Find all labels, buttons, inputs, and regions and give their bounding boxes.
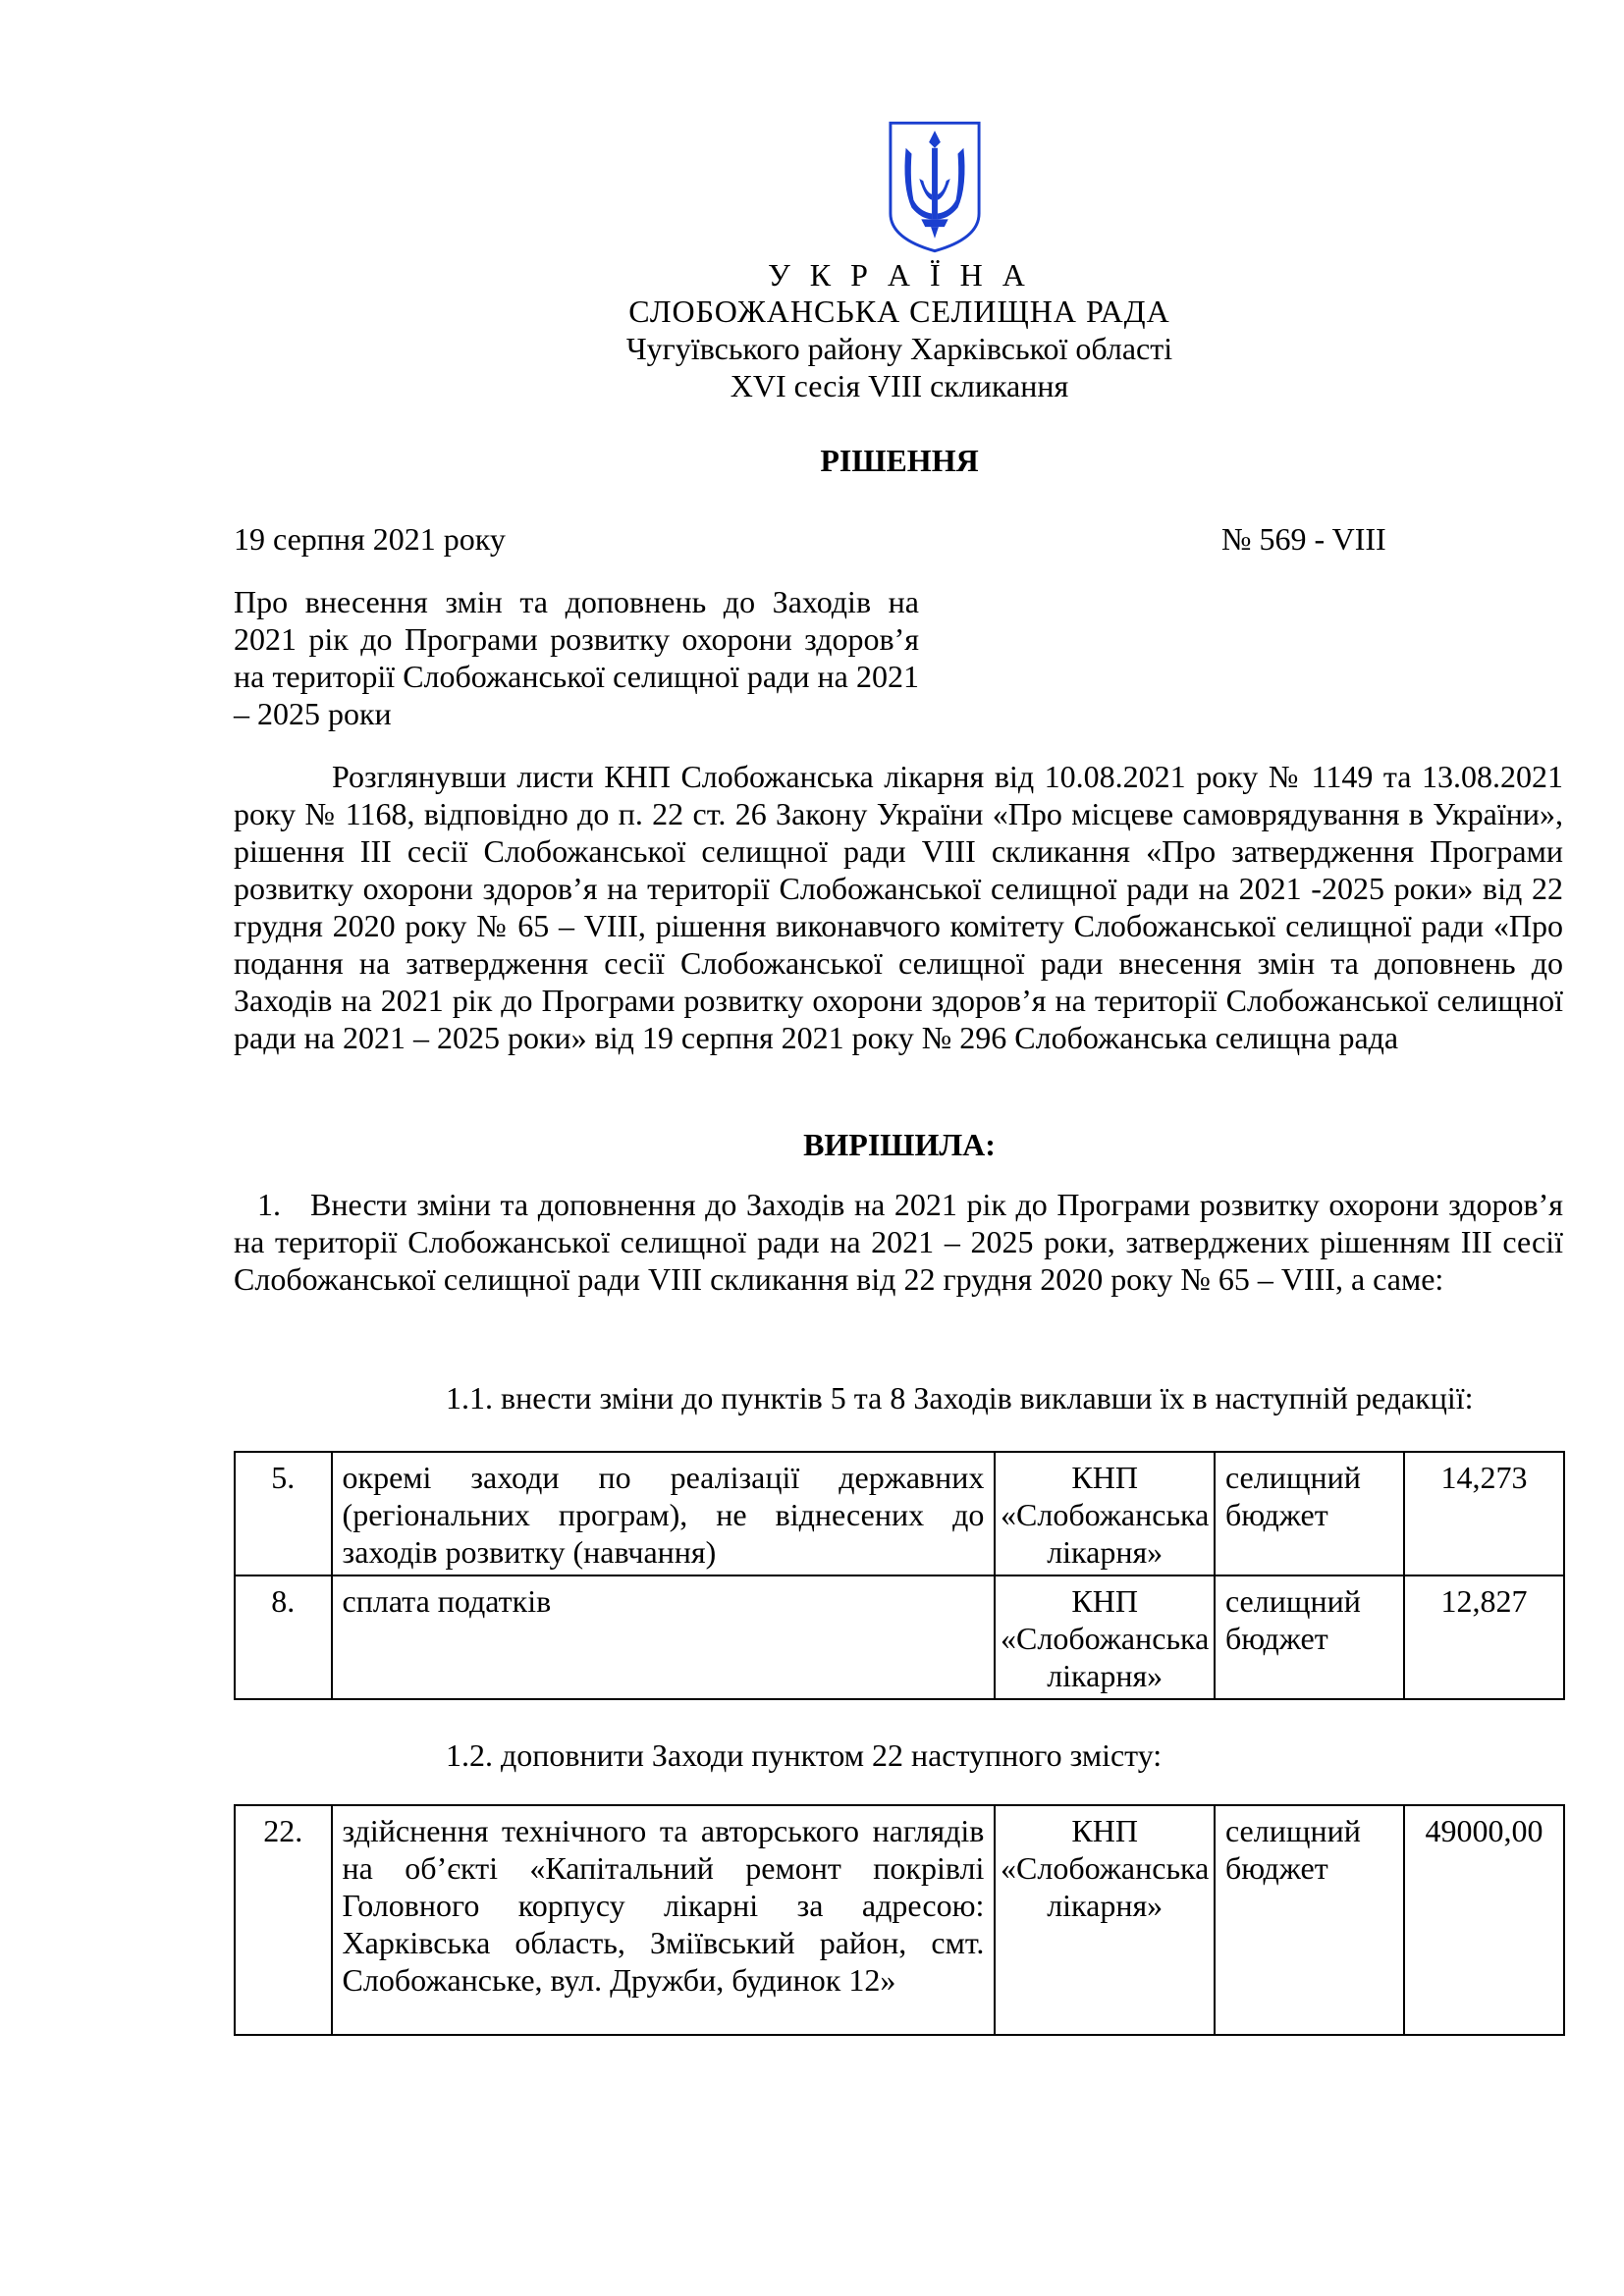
row-description: здійснення технічного та авторського наглядів на об’єкті «Капітальний ремонт покрівлі Головного корпусу лікарні за адресою: Харківська область, Зміївський район, смт. Слобожанське, вул. Дружби, будинок 12»	[332, 1805, 996, 2035]
row-executor: КНП «Слобожанська лікарня»	[995, 1575, 1215, 1699]
document-title: РІШЕННЯ	[820, 443, 979, 478]
district-name: Чугуївського району Харківської області	[625, 331, 1173, 366]
row-amount: 49000,00	[1404, 1805, 1564, 2035]
session-name: XVI сесія VIII скликання	[730, 368, 1069, 403]
row-amount: 14,273	[1404, 1452, 1564, 1575]
table-row	[235, 1575, 1564, 1699]
resolved-heading: ВИРІШИЛА:	[803, 1127, 996, 1162]
row-description: окремі заходи по реалізації державних (регіональних програм), не віднесених до заходів розвитку (навчання)	[332, 1452, 996, 1575]
country-name: У К Р А Ї Н А	[768, 257, 1031, 293]
row-funding-source: селищний бюджет	[1215, 1452, 1404, 1575]
preamble-paragraph: Розглянувши листи КНП Слобожанська лікарня від 10.08.2021 року № 1149 та 13.08.2021 року № 1168, відповідно до п. 22 ст. 26 Закону України «Про місцеве самоврядування в України», рішення ІІІ сесії Слобожанської селищної ради VІІІ скликання «Про затвердження Програми розвитку охорони здоров’я на території Слобожанської селищної ради на 2021 -2025 роки» від 22 грудня 2020 року № 65 – VІІІ, рішення виконавчого комітету Слобожанської селищної ради «Про подання на затвердження сесії Слобожанської селищної ради внесення змін та доповнень до Заходів на 2021 рік до Програми розвитку охорони здоров’я на території Слобожанської селищної ради на 2021 – 2025 роки» від 19 серпня 2021 року № 296 Слобожанська селищна рада	[234, 759, 1563, 1055]
row-number: 8.	[235, 1575, 332, 1699]
item-text: Внести зміни та доповнення до Заходів на 2021 рік до Програми розвитку охорони здоров’я на території Слобожанської селищної ради на 2021 – 2025 роки, затверджених рішенням ІІІ сесії Слобожанської селищної ради VІІІ скликання від 22 грудня 2020 року № 65 – VІІІ, а саме:	[234, 1187, 1563, 1297]
row-description: сплата податків	[332, 1575, 996, 1699]
row-number: 5.	[235, 1452, 332, 1575]
table-row	[235, 1452, 1564, 1575]
table-row	[235, 1805, 1564, 2035]
row-executor: КНП «Слобожанська лікарня»	[995, 1452, 1215, 1575]
subitem-1-2: 1.2. доповнити Заходи пунктом 22 наступного змісту:	[446, 1737, 1163, 1773]
subitem-1-1: 1.1. внести зміни до пунктів 5 та 8 Заходів виклавши їх в наступній редакції:	[446, 1380, 1474, 1415]
row-funding-source: селищний бюджет	[1215, 1575, 1404, 1699]
decision-number: № 569 - VIII	[1221, 521, 1386, 557]
row-number: 22.	[235, 1805, 332, 2035]
item-number: 1.	[257, 1187, 281, 1222]
row-funding-source: селищний бюджет	[1215, 1805, 1404, 2035]
row-executor: КНП «Слобожанська лікарня»	[995, 1805, 1215, 2035]
decision-subject: Про внесення змін та доповнень до Заходів на 2021 рік до Програми розвитку охорони здоров’я на території Слобожанської селищної ради на 2021 – 2025 роки	[234, 584, 919, 731]
resolution-item-1	[234, 1186, 1563, 1298]
measures-table-additions	[234, 1804, 1565, 2036]
row-amount: 12,827	[1404, 1575, 1564, 1699]
coat-of-arms-icon	[887, 119, 983, 254]
decision-date: 19 серпня 2021 року	[234, 521, 506, 557]
measures-table-changes	[234, 1451, 1565, 1700]
council-name: СЛОБОЖАНСЬКА СЕЛИЩНА РАДА	[628, 294, 1170, 329]
